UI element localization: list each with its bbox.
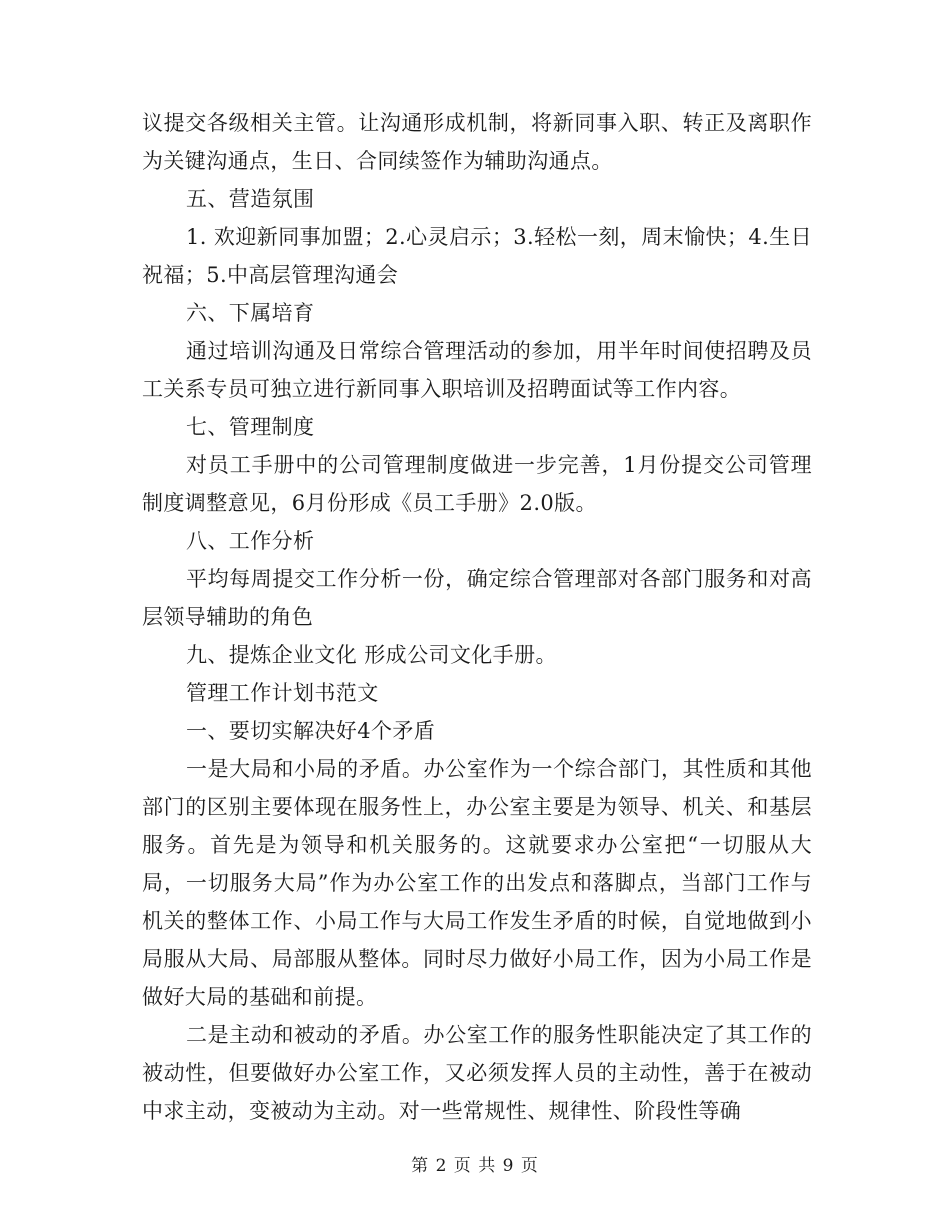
paragraph: 平均每周提交工作分析一份，确定综合管理部对各部门服务和对高层领导辅助的角色 (142, 567, 812, 629)
paragraph: 1. 欢迎新同事加盟；2.心灵启示；3.轻松一刻，周末愉快；4.生日祝福；5.中高层管理沟通会 (142, 225, 812, 287)
section-heading: 一、要切实解决好4个矛盾 (186, 719, 436, 743)
paragraph: 对员工手册中的公司管理制度做进一步完善，1月份提交公司管理制度调整意见，6月份形成《员工手册》2.0版。 (142, 453, 812, 515)
document-body (142, 104, 812, 1130)
section-heading: 六、下属培育 (186, 301, 315, 325)
section-heading: 九、提炼企业文化 形成公司文化手册。 (186, 643, 557, 667)
page-footer (0, 1154, 950, 1178)
page-number-label: 第 2 页 共 9 页 (411, 1156, 539, 1176)
document-subtitle: 管理工作计划书范文 (186, 681, 379, 705)
paragraph: 通过培训沟通及日常综合管理活动的参加，用半年时间使招聘及员工关系专员可独立进行新同事入职培训及招聘面试等工作内容。 (142, 339, 812, 401)
section-heading: 五、营造氛围 (186, 187, 315, 211)
paragraph: 议提交各级相关主管。让沟通形成机制，将新同事入职、转正及离职作为关键沟通点，生日、合同续签作为辅助沟通点。 (142, 111, 812, 173)
section-heading: 八、工作分析 (186, 529, 315, 553)
paragraph: 一是大局和小局的矛盾。办公室作为一个综合部门，其性质和其他部门的区别主要体现在服务性上，办公室主要是为领导、机关、和基层服务。首先是为领导和机关服务的。这就要求办公室把“一切服从大局，一切服务大局”作为办公室工作的出发点和落脚点，当部门工作与机关的整体工作、小局工作与大局工作发生矛盾的时候，自觉地做到小局服从大局、局部服从整体。同时尽力做好小局工作，因为小局工作是做好大局的基础和前提。 (142, 757, 812, 1009)
paragraph: 二是主动和被动的矛盾。办公室工作的服务性职能决定了其工作的被动性，但要做好办公室工作，又必须发挥人员的主动性，善于在被动中求主动，变被动为主动。对一些常规性、规律性、阶段性等确 (142, 1023, 812, 1123)
section-heading: 七、管理制度 (186, 415, 315, 439)
